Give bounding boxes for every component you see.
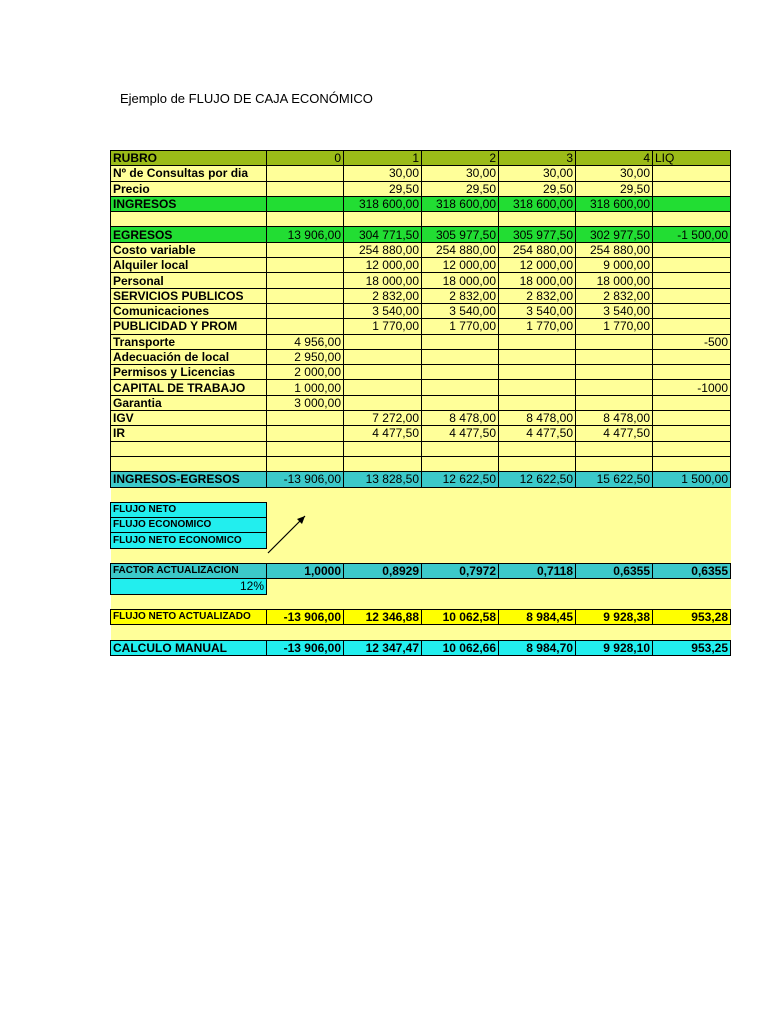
cell-value: [653, 212, 731, 227]
cell-value: 4 477,50: [344, 426, 422, 441]
cell-value: 12 622,50: [422, 472, 499, 487]
cell-value: 3 540,00: [499, 303, 576, 318]
gap-cell: [344, 548, 422, 563]
factor-row: [111, 564, 731, 579]
cell-value: 0,7972: [422, 564, 499, 579]
cell-value: 8 478,00: [422, 411, 499, 426]
data-row: [111, 456, 731, 471]
cell-value: 0,7118: [499, 564, 576, 579]
cell-value: [499, 395, 576, 410]
cell-value: [422, 349, 499, 364]
cell-value: [344, 365, 422, 380]
cell-value: 29,50: [422, 181, 499, 196]
cell-value: [267, 258, 344, 273]
gap-cell: [499, 625, 576, 640]
gap-cell: [344, 579, 422, 594]
row-label: Precio: [111, 181, 267, 196]
cell-value: [422, 441, 499, 456]
gap-cell: [422, 518, 499, 533]
gap-cell: [344, 625, 422, 640]
flujo-label-row: [111, 533, 731, 548]
cell-value: 0,6355: [653, 564, 731, 579]
cell-value: 12 346,88: [344, 609, 422, 624]
cell-value: 2 950,00: [267, 349, 344, 364]
header-row: [111, 151, 731, 166]
cell-value: -1000: [653, 380, 731, 395]
cell-value: [499, 456, 576, 471]
cell-value: [344, 349, 422, 364]
flujo-label-row: [111, 518, 731, 533]
gap-cell: [576, 533, 653, 548]
cell-value: 1 770,00: [499, 319, 576, 334]
row-label: CAPITAL DE TRABAJO: [111, 380, 267, 395]
gap-cell: [576, 548, 653, 563]
cell-value: [267, 196, 344, 211]
cell-value: 1 770,00: [344, 319, 422, 334]
gap-cell: [422, 533, 499, 548]
cell-value: 18 000,00: [344, 273, 422, 288]
cell-value: 1 770,00: [422, 319, 499, 334]
gap-cell: [499, 487, 576, 502]
gap-cell: [422, 579, 499, 594]
cell-value: -500: [653, 334, 731, 349]
cell-value: 2 832,00: [576, 288, 653, 303]
cell-value: 4 477,50: [422, 426, 499, 441]
gap-cell: [422, 594, 499, 609]
row-label: Adecuación de local: [111, 349, 267, 364]
gap-cell: [267, 625, 344, 640]
cell-value: 30,00: [422, 166, 499, 181]
row-label: PUBLICIDAD Y PROM: [111, 319, 267, 334]
header-col-5: LIQ: [653, 151, 731, 166]
data-row: [111, 303, 731, 318]
row-label: FLUJO NETO ACTUALIZADO: [111, 609, 267, 624]
gap-cell: [653, 625, 731, 640]
flujo-actualizado-row: [111, 609, 731, 624]
header-col-3: 3: [499, 151, 576, 166]
cell-value: [653, 395, 731, 410]
cell-value: [499, 349, 576, 364]
cell-value: [344, 380, 422, 395]
row-label: Comunicaciones: [111, 303, 267, 318]
gap-cell: [111, 548, 267, 563]
cell-value: 18 000,00: [576, 273, 653, 288]
cell-value: [653, 319, 731, 334]
cell-value: 29,50: [576, 181, 653, 196]
row-label: [111, 212, 267, 227]
cell-value: [344, 441, 422, 456]
cell-value: 18 000,00: [422, 273, 499, 288]
cell-value: [499, 441, 576, 456]
cell-value: 30,00: [344, 166, 422, 181]
cell-value: 30,00: [576, 166, 653, 181]
data-row: [111, 441, 731, 456]
gap-cell: [267, 594, 344, 609]
cell-value: 254 880,00: [499, 242, 576, 257]
cell-value: -13 906,00: [267, 609, 344, 624]
cell-value: 2 832,00: [499, 288, 576, 303]
cell-value: 12 000,00: [344, 258, 422, 273]
cell-value: 13 906,00: [267, 227, 344, 242]
data-row: [111, 288, 731, 303]
row-label: EGRESOS: [111, 227, 267, 242]
gap-row: [111, 625, 731, 640]
cell-value: 8 478,00: [499, 411, 576, 426]
cell-value: 29,50: [344, 181, 422, 196]
cell-value: [653, 365, 731, 380]
cell-value: 0,6355: [576, 564, 653, 579]
gap-cell: [422, 502, 499, 517]
cell-value: 1,0000: [267, 564, 344, 579]
row-label: Costo variable: [111, 242, 267, 257]
data-row: [111, 242, 731, 257]
cell-value: [267, 212, 344, 227]
cell-value: [576, 380, 653, 395]
cell-value: [653, 441, 731, 456]
data-row: [111, 273, 731, 288]
cell-value: 953,25: [653, 640, 731, 655]
cell-value: [267, 411, 344, 426]
cell-value: -13 906,00: [267, 640, 344, 655]
data-row: [111, 166, 731, 181]
cell-value: 3 540,00: [344, 303, 422, 318]
calculo-manual-row: [111, 640, 731, 655]
cell-value: 305 977,50: [499, 227, 576, 242]
cell-value: [499, 365, 576, 380]
data-row: [111, 258, 731, 273]
cell-value: [499, 334, 576, 349]
cell-value: 12 347,47: [344, 640, 422, 655]
gap-cell: [653, 594, 731, 609]
cell-value: [576, 395, 653, 410]
cell-value: [267, 181, 344, 196]
cell-value: [576, 212, 653, 227]
row-label: SERVICIOS PUBLICOS: [111, 288, 267, 303]
cell-value: [344, 334, 422, 349]
gap-row: [111, 594, 731, 609]
cell-value: [653, 349, 731, 364]
data-row: [111, 395, 731, 410]
cell-value: [422, 365, 499, 380]
cell-value: [422, 395, 499, 410]
gap-cell: [499, 533, 576, 548]
gap-cell: [344, 518, 422, 533]
header-col-0: 0: [267, 151, 344, 166]
gap-cell: [267, 518, 344, 533]
cell-value: 2 832,00: [344, 288, 422, 303]
cell-value: [576, 456, 653, 471]
cell-value: [653, 411, 731, 426]
cell-value: [653, 456, 731, 471]
cell-value: 12 622,50: [499, 472, 576, 487]
cell-value: 3 540,00: [576, 303, 653, 318]
gap-cell: [344, 594, 422, 609]
cell-value: 302 977,50: [576, 227, 653, 242]
cell-value: [653, 196, 731, 211]
cell-value: [267, 166, 344, 181]
cell-value: [344, 456, 422, 471]
gap-cell: [576, 487, 653, 502]
cell-value: 318 600,00: [344, 196, 422, 211]
cell-value: 953,28: [653, 609, 731, 624]
cell-value: [344, 212, 422, 227]
row-label: IR: [111, 426, 267, 441]
cell-value: 1 770,00: [576, 319, 653, 334]
cell-value: 12 000,00: [422, 258, 499, 273]
cell-value: 2 832,00: [422, 288, 499, 303]
data-row: [111, 227, 731, 242]
cell-value: 10 062,58: [422, 609, 499, 624]
row-label: INGRESOS-EGRESOS: [111, 472, 267, 487]
gap-cell: [111, 625, 267, 640]
cell-value: [267, 426, 344, 441]
gap-cell: [267, 579, 344, 594]
cell-value: -13 906,00: [267, 472, 344, 487]
cell-value: 3 540,00: [422, 303, 499, 318]
gap-cell: [499, 502, 576, 517]
row-label: Permisos y Licencias: [111, 365, 267, 380]
cell-value: [267, 303, 344, 318]
cell-value: [267, 242, 344, 257]
cell-value: [653, 242, 731, 257]
gap-cell: [267, 533, 344, 548]
cell-value: [576, 441, 653, 456]
data-row: [111, 380, 731, 395]
gap-cell: [576, 579, 653, 594]
cell-value: 7 272,00: [344, 411, 422, 426]
gap-cell: [267, 487, 344, 502]
gap-cell: [653, 548, 731, 563]
cell-value: 8 984,45: [499, 609, 576, 624]
cell-value: 4 477,50: [576, 426, 653, 441]
row-label: Transporte: [111, 334, 267, 349]
gap-cell: [576, 518, 653, 533]
cell-value: 8 478,00: [576, 411, 653, 426]
cell-value: [653, 258, 731, 273]
cell-value: [422, 212, 499, 227]
flujo-label: FLUJO NETO ECONOMICO: [111, 533, 267, 548]
header-rubro: RUBRO: [111, 151, 267, 166]
cell-value: 1 500,00: [653, 472, 731, 487]
gap-cell: [576, 625, 653, 640]
gap-cell: [422, 548, 499, 563]
gap-cell: [499, 518, 576, 533]
cell-value: [576, 349, 653, 364]
gap-cell: [653, 518, 731, 533]
cell-value: 29,50: [499, 181, 576, 196]
row-label: CALCULO MANUAL: [111, 640, 267, 655]
cell-value: [499, 212, 576, 227]
cell-value: [576, 334, 653, 349]
cell-value: 9 000,00: [576, 258, 653, 273]
cell-value: [422, 380, 499, 395]
cell-value: 318 600,00: [499, 196, 576, 211]
gap-cell: [499, 548, 576, 563]
gap-cell: [653, 533, 731, 548]
row-label: INGRESOS: [111, 196, 267, 211]
cell-value: 254 880,00: [344, 242, 422, 257]
data-row: [111, 196, 731, 211]
data-row: [111, 212, 731, 227]
gap-cell: [111, 487, 267, 502]
header-col-4: 4: [576, 151, 653, 166]
discount-rate: 12%: [111, 579, 267, 594]
flujo-label-row: [111, 502, 731, 517]
cell-value: [267, 273, 344, 288]
row-label: Alquiler local: [111, 258, 267, 273]
ingresos-egresos-row: [111, 472, 731, 487]
gap-cell: [267, 548, 344, 563]
data-row: [111, 426, 731, 441]
flujo-label: FLUJO NETO: [111, 502, 267, 517]
cell-value: [267, 319, 344, 334]
data-row: [111, 411, 731, 426]
flujo-label: FLUJO ECONOMICO: [111, 518, 267, 533]
cell-value: [576, 365, 653, 380]
gap-cell: [576, 594, 653, 609]
gap-cell: [499, 579, 576, 594]
data-row: [111, 181, 731, 196]
cell-value: 304 771,50: [344, 227, 422, 242]
cell-value: 4 477,50: [499, 426, 576, 441]
gap-cell: [576, 502, 653, 517]
gap-cell: [499, 594, 576, 609]
cell-value: 3 000,00: [267, 395, 344, 410]
cell-value: 18 000,00: [499, 273, 576, 288]
row-label: [111, 456, 267, 471]
cell-value: -1 500,00: [653, 227, 731, 242]
cell-value: 10 062,66: [422, 640, 499, 655]
cell-value: 254 880,00: [422, 242, 499, 257]
row-label: Nº de Consultas por dia: [111, 166, 267, 181]
cell-value: 4 956,00: [267, 334, 344, 349]
gap-cell: [344, 487, 422, 502]
cell-value: 12 000,00: [499, 258, 576, 273]
row-label: IGV: [111, 411, 267, 426]
gap-cell: [653, 502, 731, 517]
gap-cell: [267, 502, 344, 517]
cell-value: [653, 181, 731, 196]
cell-value: [267, 441, 344, 456]
cell-value: 8 984,70: [499, 640, 576, 655]
gap-cell: [344, 533, 422, 548]
row-label: [111, 441, 267, 456]
cell-value: [499, 380, 576, 395]
cell-value: [653, 166, 731, 181]
cell-value: [267, 456, 344, 471]
cell-value: 318 600,00: [422, 196, 499, 211]
row-label: Garantia: [111, 395, 267, 410]
cell-value: [422, 456, 499, 471]
header-col-2: 2: [422, 151, 499, 166]
cell-value: [653, 288, 731, 303]
rate-row: [111, 579, 731, 594]
gap-cell: [344, 502, 422, 517]
cell-value: [653, 303, 731, 318]
cash-flow-table: [110, 150, 731, 656]
gap-cell: [422, 625, 499, 640]
cell-value: [653, 273, 731, 288]
cell-value: 9 928,38: [576, 609, 653, 624]
cell-value: 9 928,10: [576, 640, 653, 655]
cell-value: 1 000,00: [267, 380, 344, 395]
cell-value: 0,8929: [344, 564, 422, 579]
gap-row: [111, 548, 731, 563]
gap-cell: [653, 487, 731, 502]
row-label: Personal: [111, 273, 267, 288]
gap-row: [111, 487, 731, 502]
data-row: [111, 334, 731, 349]
cell-value: 13 828,50: [344, 472, 422, 487]
cell-value: 15 622,50: [576, 472, 653, 487]
gap-cell: [422, 487, 499, 502]
document-title: Ejemplo de FLUJO DE CAJA ECONÓMICO: [120, 91, 373, 106]
cell-value: 318 600,00: [576, 196, 653, 211]
data-row: [111, 365, 731, 380]
cell-value: 30,00: [499, 166, 576, 181]
row-label: FACTOR ACTUALIZACION: [111, 564, 267, 579]
data-row: [111, 319, 731, 334]
cell-value: [653, 426, 731, 441]
cell-value: [344, 395, 422, 410]
cell-value: 2 000,00: [267, 365, 344, 380]
cell-value: [422, 334, 499, 349]
cell-value: [267, 288, 344, 303]
gap-cell: [111, 594, 267, 609]
header-col-1: 1: [344, 151, 422, 166]
cell-value: 305 977,50: [422, 227, 499, 242]
gap-cell: [653, 579, 731, 594]
cell-value: 254 880,00: [576, 242, 653, 257]
data-row: [111, 349, 731, 364]
